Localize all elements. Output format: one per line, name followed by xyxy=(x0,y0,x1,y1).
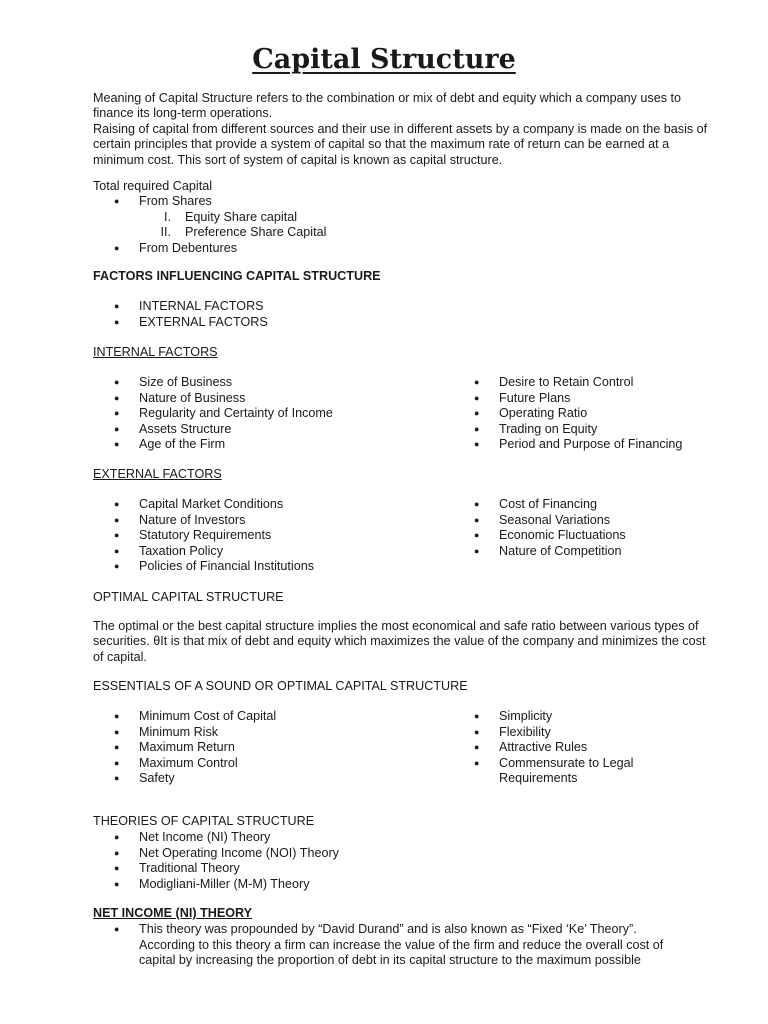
list-item xyxy=(93,877,723,893)
list-item xyxy=(93,559,423,575)
list-item-text: Assets Structure xyxy=(139,421,232,436)
bullet-icon: ● xyxy=(474,377,480,387)
bullet-icon: ● xyxy=(474,514,480,525)
ni-theory-heading: NET INCOME (NI) THEORY xyxy=(93,906,253,920)
list-item-text: Trading on Equity xyxy=(499,421,598,436)
list-item-text: Equity Share capital xyxy=(185,210,298,224)
roman-numeral: II. xyxy=(160,225,171,240)
bullet-icon: ● xyxy=(474,392,480,403)
bullet-icon: ● xyxy=(114,773,120,784)
list-item-text: Nature of Investors xyxy=(139,512,246,527)
list-item-continuation xyxy=(453,771,743,787)
essentials-left-list xyxy=(93,709,423,787)
list-item-text: INTERNAL FACTORS xyxy=(139,299,264,313)
list-item-text: EXTERNAL FACTORS xyxy=(139,314,268,329)
list-item xyxy=(93,846,723,862)
bullet-icon: ● xyxy=(114,711,120,721)
list-item xyxy=(93,241,723,257)
internal-factors-right-list xyxy=(453,375,743,453)
list-item-text: Age of the Firm xyxy=(139,437,226,452)
list-item-text: Maximum Return xyxy=(139,740,235,755)
list-item-text: Future Plans xyxy=(499,390,571,405)
list-item xyxy=(93,861,723,877)
bullet-icon: ● xyxy=(474,530,480,541)
bullet-icon: ● xyxy=(474,499,480,509)
essentials-heading: ESSENTIALS OF A SOUND OR OPTIMAL CAPITAL STRUCTURE xyxy=(93,679,468,693)
list-item-text: This theory was propounded by “David Durand” and is also known as “Fixed ‘Ke’ Theory”. xyxy=(139,922,637,936)
external-factors-heading: EXTERNAL FACTORS xyxy=(93,467,222,481)
list-item-text: Nature of Business xyxy=(139,390,246,405)
list-item xyxy=(453,391,743,407)
bullet-icon: ● xyxy=(474,423,480,434)
bullet-icon: ● xyxy=(114,863,120,874)
bullet-icon: ● xyxy=(114,377,120,387)
list-item xyxy=(93,437,423,453)
list-item xyxy=(453,544,743,560)
list-item-text: Minimum Risk xyxy=(139,724,219,739)
bullet-icon: ● xyxy=(474,726,480,737)
list-item xyxy=(453,725,743,741)
bullet-icon: ● xyxy=(474,711,480,721)
list-item xyxy=(453,709,743,725)
list-item-text: From Shares xyxy=(139,194,212,209)
roman-numeral: I. xyxy=(164,210,171,224)
list-item xyxy=(453,375,743,391)
list-item xyxy=(453,528,743,544)
bullet-icon: ● xyxy=(114,726,120,737)
bullet-icon: ● xyxy=(114,924,120,934)
intro-section xyxy=(93,91,723,168)
bullet-icon: ● xyxy=(474,408,480,419)
list-item-text: Preference Share Capital xyxy=(185,225,327,240)
list-item xyxy=(93,406,423,422)
bullet-icon: ● xyxy=(114,742,120,753)
bullet-icon: ● xyxy=(114,392,120,403)
list-item xyxy=(93,709,423,725)
list-item-text: From Debentures xyxy=(139,240,237,255)
list-item xyxy=(93,391,423,407)
theories-list xyxy=(93,830,723,892)
bullet-icon: ● xyxy=(114,878,120,889)
list-item-text: Minimum Cost of Capital xyxy=(139,709,277,723)
list-item xyxy=(93,771,423,787)
list-item-text: Cost of Financing xyxy=(499,497,598,511)
list-item-continuation xyxy=(93,953,723,969)
factors-list xyxy=(93,299,723,330)
bullet-icon: ● xyxy=(114,408,120,419)
bullet-icon: ● xyxy=(114,847,120,858)
list-item-text: Safety xyxy=(139,771,175,786)
bullet-icon: ● xyxy=(474,757,480,768)
bullet-icon: ● xyxy=(114,301,120,311)
list-item xyxy=(93,544,423,560)
intro-paragraph-2: Raising of capital from different sources and their use in different assets by a company is made on the basis of certain principles that provide a system of capital so that the maximum rate of return can be earned at a minimum cost. This sort of system of capital is known as capital structure. xyxy=(93,121,708,167)
page-title: Capital Structure xyxy=(252,44,516,75)
bullet-icon: ● xyxy=(474,439,480,450)
list-item-text: Net Income (NI) Theory xyxy=(139,830,271,844)
list-item xyxy=(93,315,723,331)
bullet-icon: ● xyxy=(474,742,480,753)
list-item-text: Desire to Retain Control xyxy=(499,375,634,389)
internal-factors-heading: INTERNAL FACTORS xyxy=(93,345,218,359)
list-item-text: Seasonal Variations xyxy=(499,512,611,527)
list-item-continuation xyxy=(93,938,723,954)
optimal-heading: OPTIMAL CAPITAL STRUCTURE xyxy=(93,590,284,604)
list-item-text: Policies of Financial Institutions xyxy=(139,559,314,574)
list-item xyxy=(93,210,723,225)
bullet-icon: ● xyxy=(114,242,120,253)
bullet-icon: ● xyxy=(474,545,480,556)
list-item xyxy=(93,922,723,938)
list-item-text: Size of Business xyxy=(139,375,233,389)
list-item xyxy=(453,513,743,529)
list-item-text: Taxation Policy xyxy=(139,543,223,558)
list-item-text: Regularity and Certainty of Income xyxy=(139,406,333,421)
list-item xyxy=(453,406,743,422)
list-item-text: Modigliani-Miller (M-M) Theory xyxy=(139,876,310,891)
optimal-paragraph: The optimal or the best capital structure implies the most economical and safe ratio between various types of securities. θIt is that mix of debt and equity which maximizes the value of the company and minimizes the cost of capital. xyxy=(93,619,706,664)
list-item xyxy=(93,497,423,513)
list-item-text: Maximum Control xyxy=(139,755,238,770)
list-item xyxy=(93,513,423,529)
list-item-text: Simplicity xyxy=(499,709,553,723)
list-item xyxy=(93,299,723,315)
bullet-icon: ● xyxy=(114,832,120,842)
bullet-icon: ● xyxy=(114,530,120,541)
total-capital-label: Total required Capital xyxy=(93,179,213,193)
list-item-text: Nature of Competition xyxy=(499,543,622,558)
list-item-text: Statutory Requirements xyxy=(139,528,272,543)
list-item-text: Traditional Theory xyxy=(139,861,240,876)
list-item xyxy=(93,528,423,544)
bullet-icon: ● xyxy=(114,561,120,572)
list-item xyxy=(93,725,423,741)
theories-heading: THEORIES OF CAPITAL STRUCTURE xyxy=(93,814,315,828)
factors-heading: FACTORS INFLUENCING CAPITAL STRUCTURE xyxy=(93,269,381,283)
list-item-text: Capital Market Conditions xyxy=(139,497,284,511)
external-factors-right-list xyxy=(453,497,743,559)
list-item xyxy=(93,375,423,391)
bullet-icon: ● xyxy=(114,439,120,450)
list-item xyxy=(93,740,423,756)
list-item-text: Period and Purpose of Financing xyxy=(499,437,683,452)
total-capital-section xyxy=(93,179,723,256)
list-item-text: Attractive Rules xyxy=(499,740,588,755)
bullet-icon: ● xyxy=(114,499,120,509)
external-factors-left-list xyxy=(93,497,423,575)
bullet-icon: ● xyxy=(114,545,120,556)
list-item xyxy=(93,756,423,772)
list-item xyxy=(93,830,723,846)
bullet-icon: ● xyxy=(114,757,120,768)
list-item-text: Commensurate to Legal xyxy=(499,755,634,770)
list-item xyxy=(453,422,743,438)
list-item xyxy=(453,497,743,513)
list-item-text: Flexibility xyxy=(499,724,551,739)
list-item xyxy=(453,437,743,453)
list-item xyxy=(453,756,743,772)
list-item xyxy=(453,740,743,756)
bullet-icon: ● xyxy=(114,316,120,327)
list-item-text: Economic Fluctuations xyxy=(499,528,626,543)
list-item xyxy=(93,225,723,240)
internal-factors-left-list xyxy=(93,375,423,453)
intro-paragraph-1: Meaning of Capital Structure refers to the combination or mix of debt and equity which a company uses to finance its long-term operations. xyxy=(93,91,682,121)
list-item-text: According to this theory a firm can increase the value of the firm and reduce the overall cost of xyxy=(139,937,664,952)
bullet-icon: ● xyxy=(114,423,120,434)
essentials-right-list xyxy=(453,709,743,787)
list-item-text: capital by increasing the proportion of debt in its capital structure to the maximum possible xyxy=(139,953,641,968)
list-item-text: Requirements xyxy=(499,771,578,786)
bullet-icon: ● xyxy=(114,514,120,525)
list-item xyxy=(93,422,423,438)
bullet-icon: ● xyxy=(114,196,120,207)
list-item xyxy=(93,194,723,210)
list-item-text: Net Operating Income (NOI) Theory xyxy=(139,845,339,860)
ni-theory-list xyxy=(93,922,723,969)
list-item-text: Operating Ratio xyxy=(499,406,588,421)
